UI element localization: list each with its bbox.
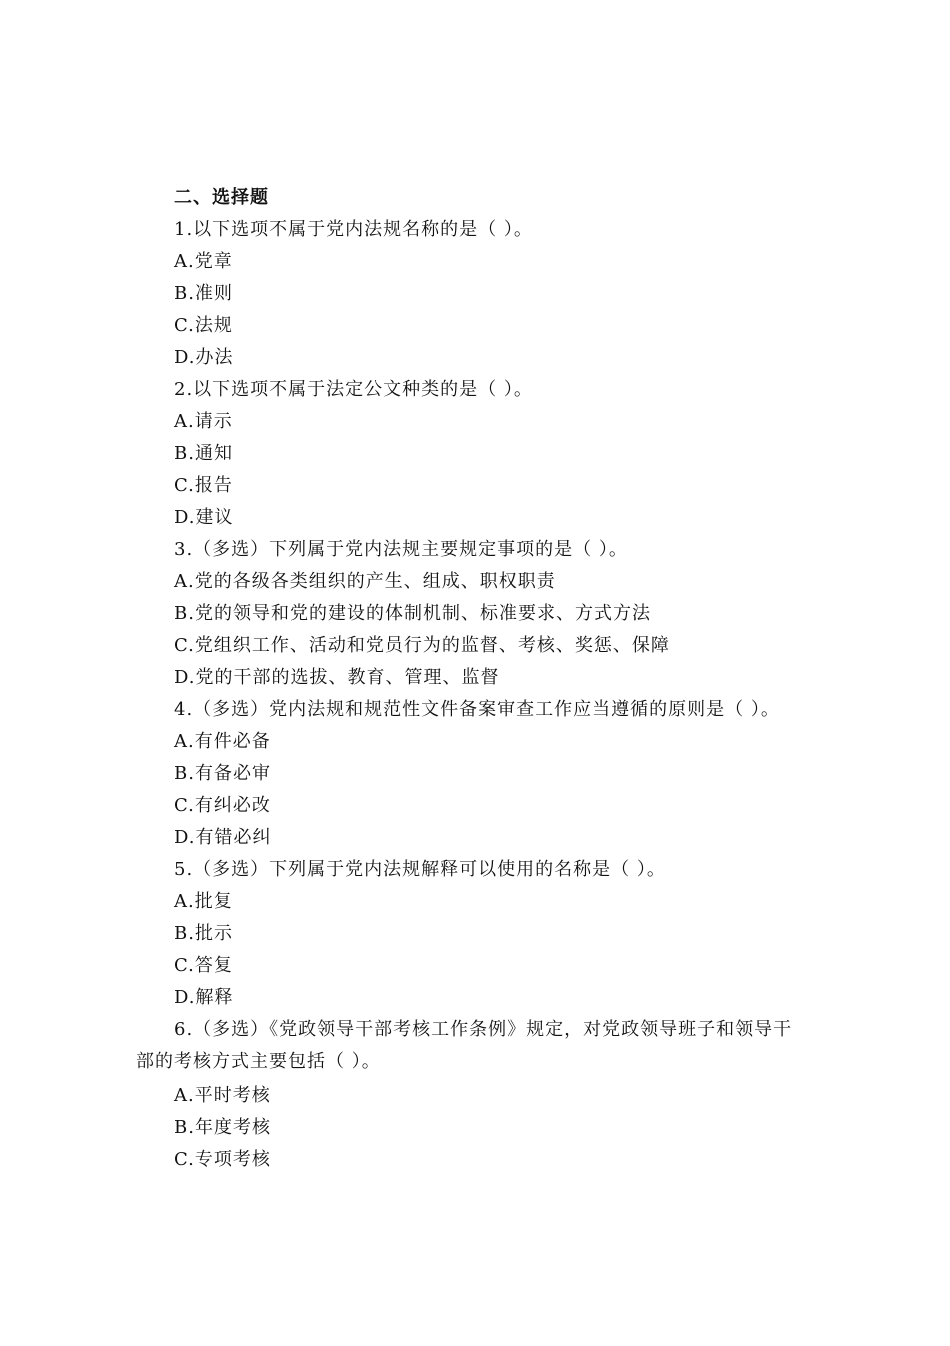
question-5-option-b: B.批示	[174, 923, 233, 944]
question-3-stem: 3.（多选）下列属于党内法规主要规定事项的是（ ）。	[174, 539, 628, 560]
section-title: 二、选择题	[174, 187, 269, 208]
question-6-stem: 6.（多选）《党政领导干部考核工作条例》规定，对党政领导班子和领导干	[174, 1019, 793, 1040]
question-1-option-a: A.党章	[174, 251, 233, 272]
question-4-option-b: B.有备必审	[174, 763, 271, 784]
question-5-option-c: C.答复	[174, 955, 233, 976]
question-2-stem: 2.以下选项不属于法定公文种类的是（ ）。	[174, 379, 533, 400]
question-2-option-c: C.报告	[174, 475, 233, 496]
question-4-option-c: C.有纠必改	[174, 795, 271, 816]
question-6-option-b: B.年度考核	[174, 1117, 271, 1138]
question-3-option-b: B.党的领导和党的建设的体制机制、标准要求、方式方法	[174, 603, 651, 624]
question-2-option-d: D.建议	[174, 507, 234, 528]
question-2-option-b: B.通知	[174, 443, 233, 464]
question-6-option-a: A.平时考核	[174, 1085, 271, 1106]
question-1-option-d: D.办法	[174, 347, 234, 368]
question-4-option-a: A.有件必备	[174, 731, 271, 752]
question-3-option-d: D.党的干部的选拔、教育、管理、监督	[174, 667, 500, 688]
question-3-option-c: C.党组织工作、活动和党员行为的监督、考核、奖惩、保障	[174, 635, 670, 656]
question-4-stem: 4.（多选）党内法规和规范性文件备案审查工作应当遵循的原则是（ ）。	[174, 699, 780, 720]
question-5-stem: 5.（多选）下列属于党内法规解释可以使用的名称是（ ）。	[174, 859, 666, 880]
question-1-stem: 1.以下选项不属于党内法规名称的是（ ）。	[174, 219, 533, 240]
question-5-option-d: D.解释	[174, 987, 234, 1008]
question-1-option-c: C.法规	[174, 315, 233, 336]
question-5-option-a: A.批复	[174, 891, 233, 912]
question-6-option-c: C.专项考核	[174, 1149, 271, 1170]
question-3-option-a: A.党的各级各类组织的产生、组成、职权职责	[174, 571, 556, 592]
question-6-stem-continued: 部的考核方式主要包括（ ）。	[136, 1051, 381, 1072]
question-1-option-b: B.准则	[174, 283, 233, 304]
question-2-option-a: A.请示	[174, 411, 233, 432]
question-4-option-d: D.有错必纠	[174, 827, 272, 848]
